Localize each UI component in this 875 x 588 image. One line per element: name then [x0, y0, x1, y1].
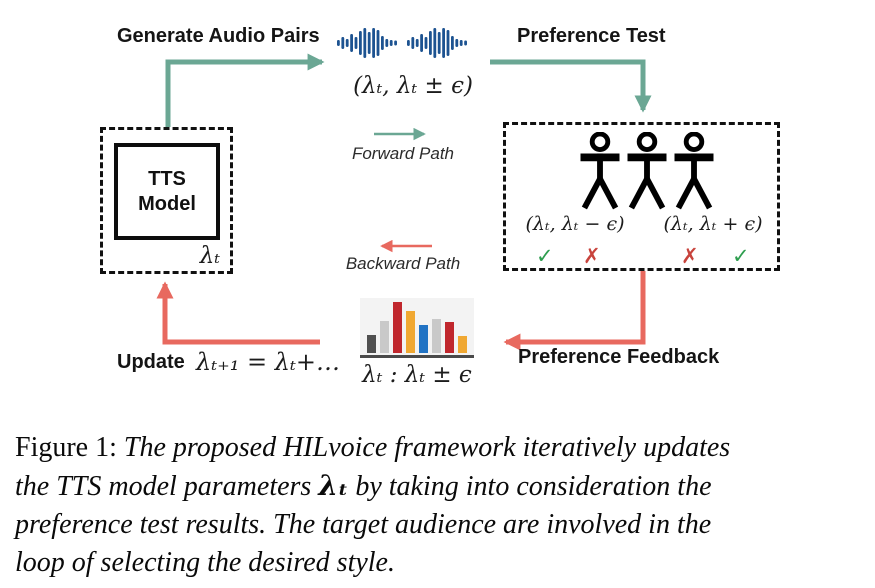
histogram-bar [380, 321, 389, 353]
vote-cross-icon: ✗ [583, 244, 601, 268]
update-label: Update [117, 351, 185, 373]
histogram-bar [406, 311, 415, 353]
preference-feedback-label: Preference Feedback [518, 346, 720, 368]
figure-caption [15, 429, 867, 582]
person-icon [627, 132, 667, 210]
preference-test-box [503, 122, 780, 271]
update-arrow [165, 284, 320, 342]
tts-model-label-line1: TTS [148, 167, 186, 190]
histogram-bar [458, 336, 467, 353]
histogram-bar [445, 322, 454, 353]
histogram-bar [432, 319, 441, 353]
caption-line4: loop of selecting the desired style. [15, 547, 395, 578]
tts-model-dashed-box [100, 127, 233, 274]
audio-waveform-icon [406, 27, 468, 59]
update-formula: λₜ₊₁ = λₜ+… [196, 348, 341, 376]
person-icon [580, 132, 620, 210]
generate-audio-pairs-label: Generate Audio Pairs [117, 25, 320, 47]
forward-path-label: Forward Path [351, 144, 455, 163]
caption-figure-label: Figure 1: [15, 432, 117, 463]
tts-model-label-line2: Model [138, 192, 196, 215]
preference-feedback-arrow [506, 271, 643, 342]
vote-check-icon: ✓ [732, 244, 750, 268]
pair-plus-formula: (λₜ, λₜ + ϵ) [663, 213, 763, 235]
feedback-formula: λₜ : λₜ ± ϵ [362, 362, 472, 388]
histogram-bar [367, 335, 376, 353]
audio-pair-formula: (λₜ, λₜ ± ϵ) [353, 73, 473, 99]
caption-line2-pre: the TTS model parameters [15, 471, 312, 502]
caption-line2-post: by taking into consideration the [355, 471, 712, 502]
caption-line1: The proposed HILvoice framework iteratively updates [123, 432, 731, 463]
caption-lambda-param: λₜ [318, 469, 349, 502]
backward-path-label: Backward Path [345, 254, 461, 273]
generate-arrow [168, 62, 322, 127]
tts-model-box [114, 143, 220, 240]
pair-minus-formula: (λₜ, λₜ − ϵ) [525, 213, 625, 235]
histogram-bar [419, 325, 428, 353]
preference-test-label: Preference Test [517, 25, 666, 47]
vote-check-icon: ✓ [536, 244, 554, 268]
audio-waveform-icon [336, 27, 398, 59]
preference-test-arrow [490, 62, 643, 110]
tts-model-param: λₜ [199, 243, 220, 269]
caption-line3: preference test results. The target audience are involved in the [15, 509, 712, 540]
histogram-bar [393, 302, 402, 353]
vote-cross-icon: ✗ [681, 244, 699, 268]
person-icon [674, 132, 714, 210]
histogram-icon [360, 298, 474, 358]
